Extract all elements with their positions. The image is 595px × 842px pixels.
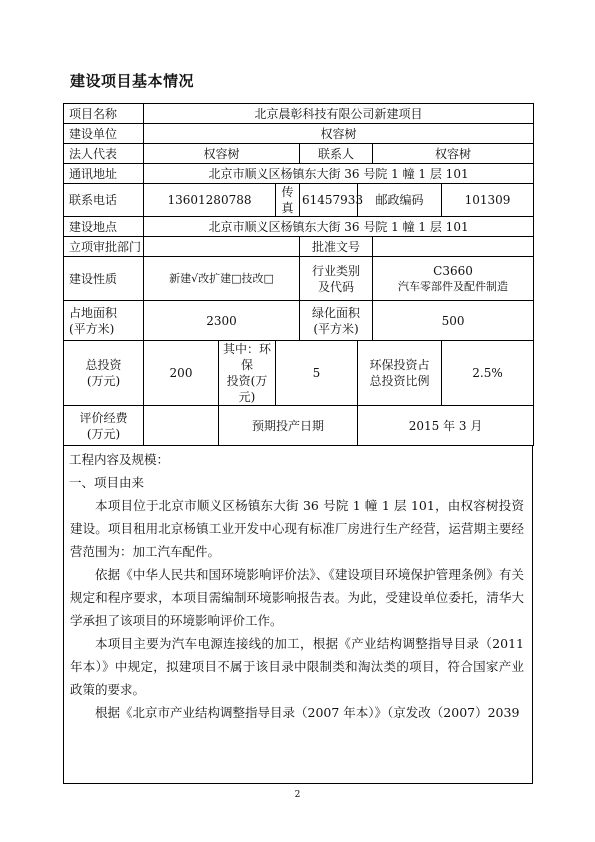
invest-label-line1: 总投资 — [85, 358, 122, 372]
land-label-line1: 占地面积 — [69, 305, 118, 320]
project-info-table — [63, 103, 534, 446]
ratio-value: 2.5% — [442, 341, 534, 406]
contact-value: 权容树 — [373, 144, 534, 164]
green-label-line2: (平方米) — [313, 321, 359, 336]
table-row — [64, 144, 534, 164]
table-row — [64, 164, 534, 184]
prod-date-label: 预期投产日期 — [219, 406, 358, 446]
legal-label: 法人代表 — [64, 144, 144, 164]
approval-dept-label: 立项审批部门 — [64, 237, 144, 257]
fax-value: 61457933 — [300, 184, 358, 217]
unit-value: 权容树 — [144, 124, 534, 144]
invest-value: 200 — [144, 341, 219, 406]
address-value: 北京市顺义区杨镇东大街 36 号院 1 幢 1 层 101 — [144, 164, 534, 184]
env-invest-value: 5 — [276, 341, 358, 406]
industry-code: C3660 — [433, 263, 473, 278]
table-row — [64, 184, 534, 217]
eval-fee-value — [144, 406, 219, 446]
table-row — [64, 124, 534, 144]
ratio-label — [358, 341, 442, 406]
table-row — [64, 237, 534, 257]
env-invest-label — [219, 341, 276, 406]
postcode-label: 邮政编码 — [358, 184, 442, 217]
paragraph: 本项目主要为汽车电源连接线的加工，根据《产业结构调整指导目录（2011 年本）》中规定，拟建项目不属于该目录中限制类和淘汰类的项目，符合国家产业政策的要求。 — [70, 636, 524, 697]
nature-label: 建设性质 — [64, 257, 144, 301]
table-row — [64, 341, 534, 406]
env-invest-label-line2: 投资(万元) — [226, 374, 268, 404]
page-number: 2 — [294, 790, 301, 800]
green-label-line1: 绿化面积 — [311, 305, 360, 320]
industry-label-line1: 行业类别 — [311, 263, 360, 278]
industry-value — [373, 257, 534, 301]
land-label — [64, 301, 144, 341]
paragraph: 本项目位于北京市顺义区杨镇东大街 36 号院 1 幢 1 层 101，由权容树投资建设。项目租用北京杨镇工业开发中心现有标准厂房进行生产经营，运营期主要经营范围为：加工汽车配件。 — [70, 498, 524, 559]
industry-label-line2: 及代码 — [317, 279, 354, 294]
content-box — [63, 446, 533, 784]
invest-label-line2: (万元) — [86, 374, 121, 388]
paragraph: 依据《中华人民共和国环境影响评价法》、《建设项目环境保护管理条例》有关规定和程序要求，本项目需编制环境影响报告表。为此，受建设单位委托，清华大学承担了该项目的环境影响评价工作。 — [70, 567, 524, 628]
nature-value: 新建√改扩建□技改□ — [144, 257, 300, 301]
ratio-label-line2: 总投资比例 — [369, 374, 430, 388]
section-heading: 一、项目由来 — [69, 475, 145, 490]
location-label: 建设地点 — [64, 217, 144, 237]
green-value: 500 — [373, 301, 534, 341]
section-title: 建设项目基本情况 — [70, 72, 195, 90]
eval-fee-label-line1: 评价经费 — [79, 410, 128, 425]
legal-value: 权容树 — [144, 144, 300, 164]
table-row — [64, 104, 534, 124]
unit-label: 建设单位 — [64, 124, 144, 144]
industry-name: 汽车零部件及配件制造 — [398, 279, 509, 293]
content-heading: 工程内容及规模： — [69, 452, 170, 467]
invest-label — [64, 341, 144, 406]
phone-label: 联系电话 — [64, 184, 144, 217]
ratio-label-line1: 环保投资占 — [369, 358, 430, 372]
prod-date-value: 2015 年 3 月 — [358, 406, 534, 446]
paragraph: 根据《北京市产业结构调整指导目录（2007 年本）》（京发改（2007）2039 — [95, 705, 520, 720]
approval-dept-value — [144, 237, 300, 257]
industry-label — [300, 257, 373, 301]
postcode-value: 101309 — [442, 184, 534, 217]
land-value: 2300 — [144, 301, 300, 341]
contact-label: 联系人 — [300, 144, 373, 164]
env-invest-label-line1: 其中：环保 — [222, 342, 271, 372]
eval-fee-label-line2: (万元) — [86, 426, 121, 441]
project-name-label: 项目名称 — [64, 104, 144, 124]
fax-label: 传真 — [276, 184, 300, 217]
address-label: 通讯地址 — [64, 164, 144, 184]
land-label-line2: (平方米) — [69, 321, 115, 336]
phone-value: 13601280788 — [144, 184, 276, 217]
table-row — [64, 301, 534, 341]
project-name-value: 北京晨彰科技有限公司新建项目 — [144, 104, 534, 124]
green-label — [300, 301, 373, 341]
approval-no-value — [373, 237, 534, 257]
approval-no-label: 批准文号 — [300, 237, 373, 257]
table-row — [64, 257, 534, 301]
table-row — [64, 217, 534, 237]
eval-fee-label — [64, 406, 144, 446]
location-value: 北京市顺义区杨镇东大街 36 号院 1 幢 1 层 101 — [144, 217, 534, 237]
table-row — [64, 406, 534, 446]
